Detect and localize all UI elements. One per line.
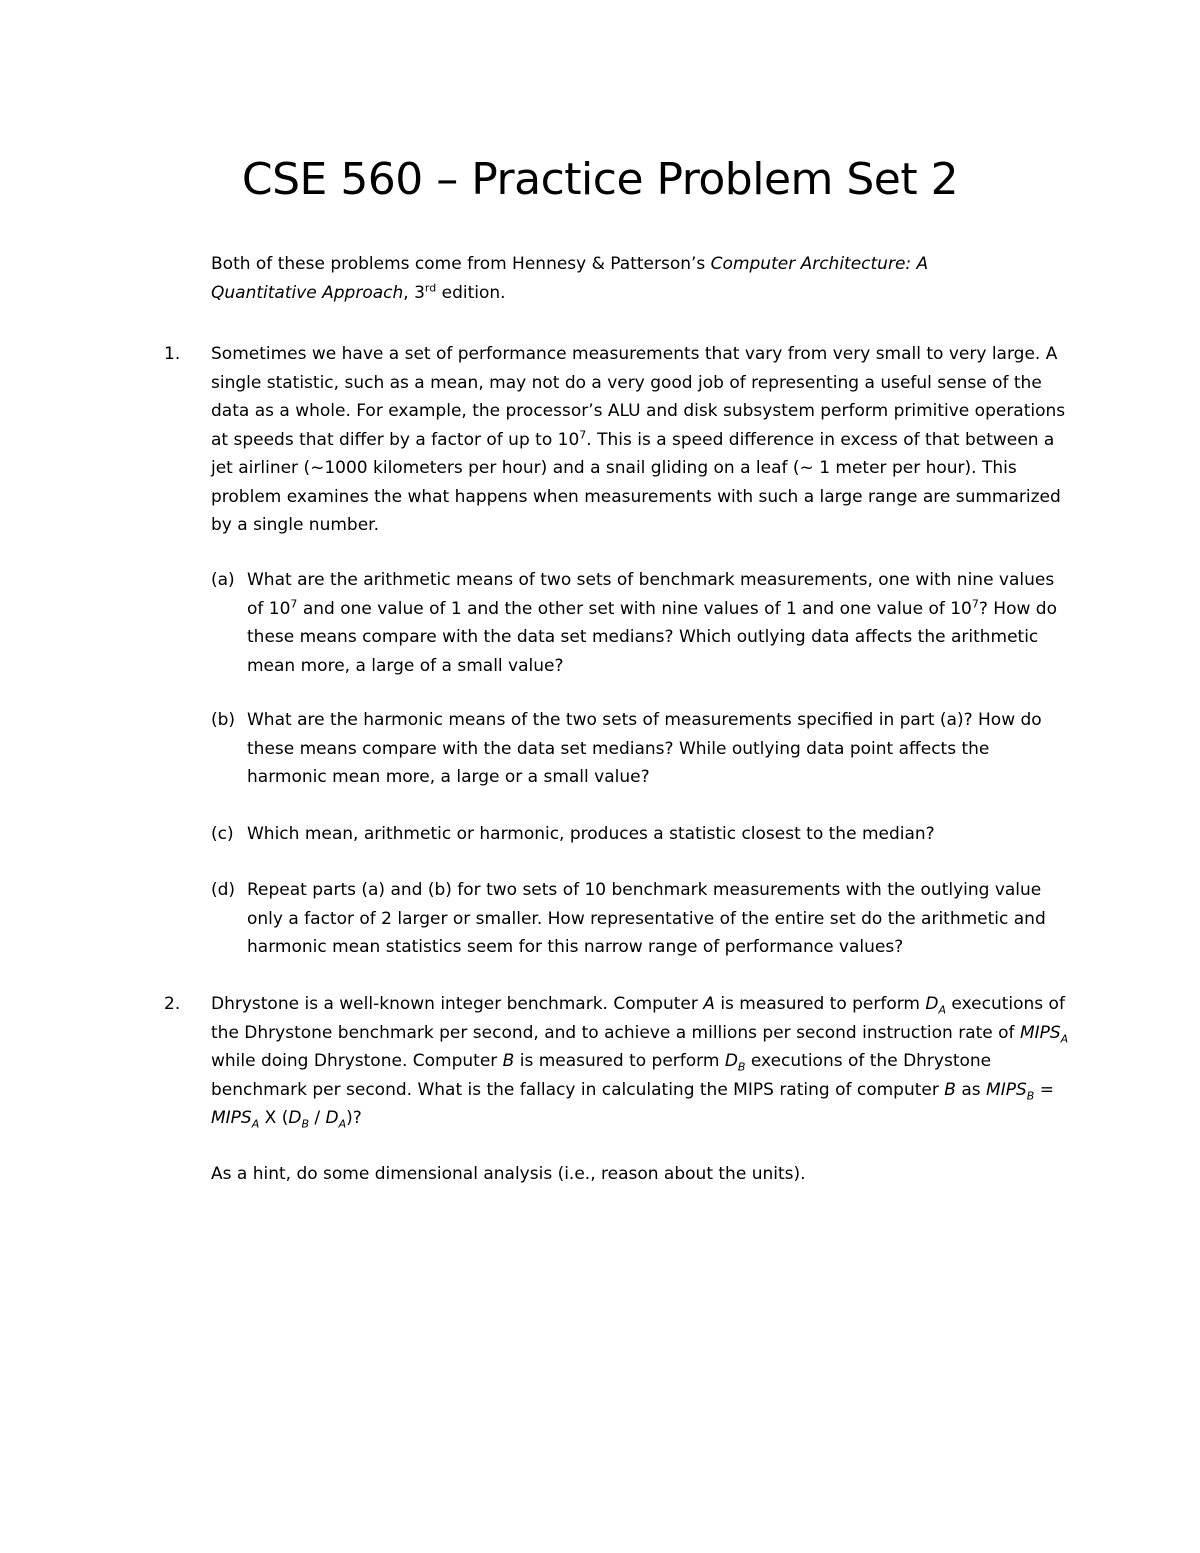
hint-text: As a hint, do some dimensional analysis (i.e., reason about the units). <box>211 1164 806 1184</box>
problem-number: 1. <box>164 344 181 364</box>
part-c-text: Which mean, arithmetic or harmonic, produces a statistic closest to the median? <box>247 824 935 844</box>
problem-2-text: Dhrystone is a well-known integer benchmark. Computer A is measured to perform $D_A$ executions of the Dhrystone benchmark per second, and to achieve a millions per second instruction rate of $MIPS_A$ while doing Dhrystone. Computer B is measured to perform $D_B$ executions of the Dhrystone benchmark per second. What is the fallacy in calculating the MIPS rating of computer B as $MIPS_B$ = $MIPS_A$ X $(D_B / D_A)$? <box>211 994 1069 1131</box>
part-b-text: What are the harmonic means of the two sets of measurements specified in part (a)? How do these means compare with the data set medians? While outlying data point affects the harmonic mean more, a large or a small value? <box>247 710 1042 787</box>
page-title: CSE 560 – Practice Problem Set 2 <box>241 154 959 205</box>
part-label: (b) <box>211 710 236 730</box>
part-a-text: What are the arithmetic means of two sets of benchmark measurements, one with nine values of $10^7$ and one value of 1 and the other set with nine values of 1 and one value of $10^7$? How do these means compare with the data set medians? Which outlying data affects the arithmetic mean more, a large of a small value? <box>247 570 1057 676</box>
part-label: (d) <box>211 880 236 900</box>
part-label: (a) <box>211 570 235 590</box>
problem-1-text: Sometimes we have a set of performance measurements that vary from very small to very large. A single statistic, such as a mean, may not do a very good job of representing a useful sense of the data as a whole. For example, the processor’s ALU and disk subsystem perform primitive operations at speeds that differ by a factor of up to $10^7$. This is a speed difference in excess of that between a jet airliner (~1000 kilometers per hour) and a snail gliding on a leaf (~ 1 meter per hour). This problem examines the what happens when measurements with such a large range are summarized by a single number. <box>211 344 1066 535</box>
problem-number: 2. <box>164 994 181 1014</box>
part-label: (c) <box>211 824 234 844</box>
equation: $MIPS_B$ <box>986 1079 1035 1102</box>
part-d-text: Repeat parts (a) and (b) for two sets of 10 benchmark measurements with the outlying value only a factor of 2 larger or smaller. How representative of the entire set do the arithmetic and harmonic mean statistics seem for this narrow range of performance values? <box>247 880 1046 957</box>
book-title: Computer Architecture: A Quantitative Approach <box>211 254 929 303</box>
intro-paragraph: Both of these problems come from Hennesy & Patterson’s Computer Architecture: A Quantitative Approach, 3rd edition. <box>211 254 929 303</box>
